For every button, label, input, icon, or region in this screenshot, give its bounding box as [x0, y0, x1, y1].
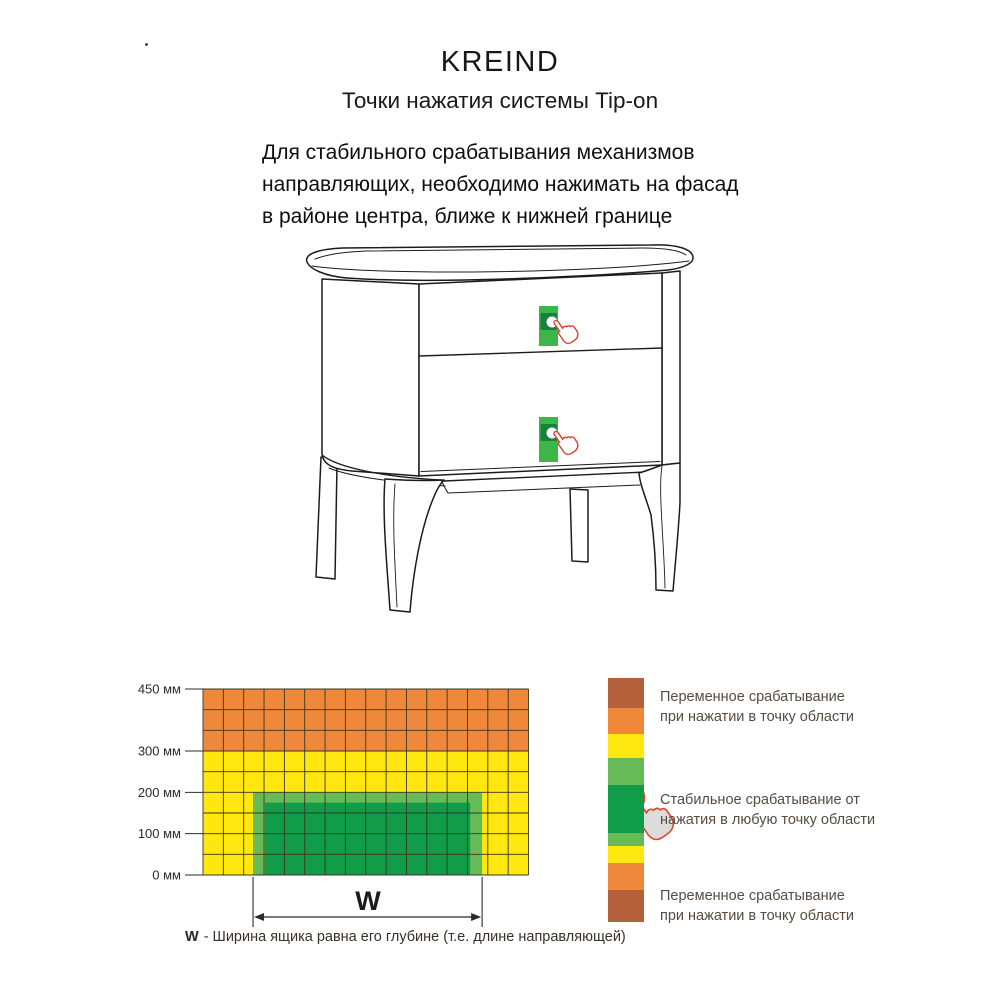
w-arrowhead-right	[471, 913, 481, 921]
brand-title: KREIND	[440, 46, 560, 78]
legend-text-line: Стабильное срабатывание от	[660, 792, 860, 808]
caption-w: W	[185, 929, 199, 945]
legend-text-line: Переменное срабатывание	[660, 888, 845, 904]
width-caption	[185, 929, 626, 945]
axis-tick-label: 450 мм	[137, 681, 181, 697]
legend-bar-segment-brown	[608, 890, 644, 922]
legend-bar-segment-brown	[608, 678, 644, 708]
intro-line: направляющих, необходимо нажимать на фасад	[262, 173, 739, 196]
leg-front-right	[639, 463, 680, 591]
width-dimension-label: W	[355, 886, 381, 916]
axis-tick-label: 300 мм	[137, 743, 181, 759]
axis-tick-label: 0 мм	[152, 867, 181, 883]
base-rail-corner	[441, 480, 448, 493]
legend-bar-segment-orange	[608, 863, 644, 890]
legend-color-bar	[608, 678, 644, 922]
base-rail-front-bottom	[448, 485, 640, 493]
axis-tick-label: 100 мм	[137, 826, 181, 842]
leg-back-right	[570, 489, 588, 562]
intro-line: Для стабильного срабатывания механизмов	[262, 141, 695, 164]
intro-line: в районе центра, ближе к нижней границе	[262, 205, 673, 228]
legend-label-stable	[660, 790, 930, 830]
press-zone-chart	[138, 682, 529, 928]
axis-tick-label: 200 мм	[137, 784, 181, 800]
caption-text: - Ширина ящика равна его глубине (т.е. длине направляющей)	[203, 929, 626, 945]
nightstand-drawing	[307, 245, 693, 612]
w-arrowhead-left	[254, 913, 264, 921]
legend-label-variable-bottom	[660, 886, 930, 926]
zone-stable-core	[265, 803, 470, 875]
legend-text-line: при нажатии в точку области	[660, 908, 854, 924]
legend-bar-segment-yellow	[608, 846, 644, 863]
legend-bar-segment-yellow	[608, 734, 644, 758]
legend-bar-segment-light_green	[608, 833, 644, 846]
legend-label-variable-top	[660, 687, 930, 727]
leg-back-left	[316, 457, 337, 579]
left-side-panel	[322, 279, 419, 476]
legend-text-line: Переменное срабатывание	[660, 689, 845, 705]
legend-bar-segment-orange	[608, 708, 644, 734]
legend-bar-segment-dark_green	[608, 785, 644, 833]
legend-text-line: при нажатии в точку области	[660, 709, 854, 725]
right-stile	[662, 271, 680, 465]
page-subtitle: Точки нажатия системы Tip-on	[341, 88, 659, 113]
legend-text-line: нажатия в любую точку области	[660, 812, 876, 828]
legend-bar-segment-light_green	[608, 758, 644, 785]
leg-front-left	[384, 479, 444, 612]
